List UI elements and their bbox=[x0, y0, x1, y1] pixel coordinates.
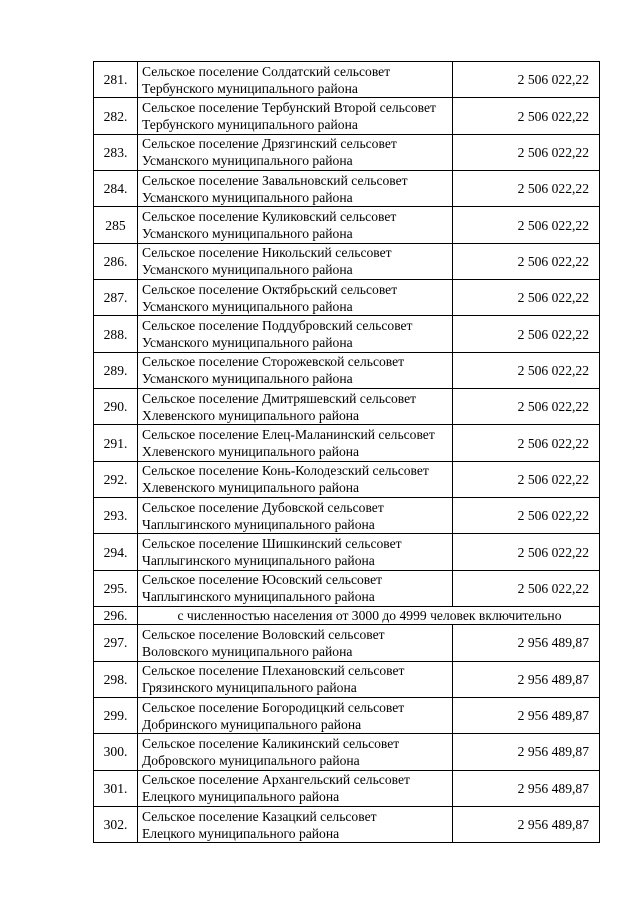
settlement-name-line: Сельское поселение Казацкий сельсовет bbox=[142, 808, 377, 824]
settlement-name-cell bbox=[138, 625, 453, 661]
table-row bbox=[94, 461, 600, 497]
row-number-cell: 302. bbox=[94, 806, 138, 842]
settlement-name-line: Сельское поселение Шишкинский сельсовет bbox=[142, 536, 402, 552]
amount-cell: 2 506 022,22 bbox=[453, 207, 600, 243]
settlement-name-line: Сельское поселение Дубовской сельсовет bbox=[142, 499, 384, 515]
table-row bbox=[94, 570, 600, 606]
amount-cell: 2 956 489,87 bbox=[453, 734, 600, 770]
table-row bbox=[94, 389, 600, 425]
settlement-name-cell bbox=[138, 661, 453, 697]
amount-cell: 2 956 489,87 bbox=[453, 770, 600, 806]
settlement-name-cell bbox=[138, 770, 453, 806]
table-body-group-b bbox=[94, 625, 600, 843]
row-number-cell: 296. bbox=[94, 607, 138, 625]
district-name-line: Усманского муниципального района bbox=[142, 226, 353, 242]
settlement-name-line: Сельское поселение Юсовский сельсовет bbox=[142, 572, 383, 588]
table-row bbox=[94, 625, 600, 661]
district-name-line: Воловского муниципального района bbox=[142, 643, 353, 659]
settlement-name-cell bbox=[138, 134, 453, 170]
settlement-name-cell bbox=[138, 806, 453, 842]
settlement-name-line: Сельское поселение Каликинский сельсовет bbox=[142, 735, 400, 751]
settlement-name-line: Сельское поселение Архангельский сельсовет bbox=[142, 772, 410, 788]
table-row bbox=[94, 498, 600, 534]
amount-cell: 2 506 022,22 bbox=[453, 570, 600, 606]
settlement-name-cell bbox=[138, 352, 453, 388]
table-row bbox=[94, 770, 600, 806]
district-name-line: Хлевенского муниципального района bbox=[142, 407, 360, 423]
row-number-cell: 282. bbox=[94, 98, 138, 134]
table-row bbox=[94, 425, 600, 461]
table-row bbox=[94, 207, 600, 243]
row-number-cell: 281. bbox=[94, 62, 138, 98]
table-row bbox=[94, 280, 600, 316]
amount-cell: 2 506 022,22 bbox=[453, 98, 600, 134]
settlement-name-cell bbox=[138, 425, 453, 461]
table-row bbox=[94, 98, 600, 134]
district-name-line: Тербунского муниципального района bbox=[142, 80, 358, 96]
row-number-cell: 301. bbox=[94, 770, 138, 806]
settlement-name-line: Сельское поселение Богородицкий сельсовет bbox=[142, 699, 405, 715]
district-name-line: Усманского муниципального района bbox=[142, 262, 353, 278]
row-number-cell: 299. bbox=[94, 697, 138, 733]
table-row bbox=[94, 352, 600, 388]
amount-cell: 2 506 022,22 bbox=[453, 243, 600, 279]
settlement-name-cell bbox=[138, 498, 453, 534]
row-number-cell: 293. bbox=[94, 498, 138, 534]
settlement-name-line: Сельское поселение Завальновский сельсовет bbox=[142, 172, 408, 188]
settlement-name-cell bbox=[138, 461, 453, 497]
district-name-line: Хлевенского муниципального района bbox=[142, 480, 360, 496]
row-number-cell: 283. bbox=[94, 134, 138, 170]
row-number-cell: 289. bbox=[94, 352, 138, 388]
table-row bbox=[94, 806, 600, 842]
row-number-cell: 300. bbox=[94, 734, 138, 770]
district-name-line: Чаплыгинского муниципального района bbox=[142, 516, 375, 532]
settlement-name-line: Сельское поселение Конь-Колодезский сельсовет bbox=[142, 463, 429, 479]
amount-cell: 2 956 489,87 bbox=[453, 625, 600, 661]
row-number-cell: 294. bbox=[94, 534, 138, 570]
table-body-section bbox=[94, 607, 600, 625]
settlement-name-cell bbox=[138, 98, 453, 134]
settlement-name-cell bbox=[138, 570, 453, 606]
table-row bbox=[94, 734, 600, 770]
district-name-line: Усманского муниципального района bbox=[142, 189, 353, 205]
settlement-name-cell bbox=[138, 207, 453, 243]
settlement-name-line: Сельское поселение Солдатский сельсовет bbox=[142, 63, 391, 79]
settlement-name-line: Сельское поселение Октябрьский сельсовет bbox=[142, 281, 398, 297]
settlement-name-cell bbox=[138, 62, 453, 98]
table-row bbox=[94, 661, 600, 697]
row-number-cell: 288. bbox=[94, 316, 138, 352]
row-number-cell: 291. bbox=[94, 425, 138, 461]
amount-cell: 2 506 022,22 bbox=[453, 171, 600, 207]
amount-cell: 2 506 022,22 bbox=[453, 316, 600, 352]
row-number-cell: 285 bbox=[94, 207, 138, 243]
settlement-name-line: Сельское поселение Сторожевской сельсовет bbox=[142, 354, 405, 370]
amount-cell: 2 506 022,22 bbox=[453, 498, 600, 534]
district-name-line: Чаплыгинского муниципального района bbox=[142, 589, 375, 605]
settlement-name-cell bbox=[138, 243, 453, 279]
amount-cell: 2 956 489,87 bbox=[453, 806, 600, 842]
amount-cell: 2 506 022,22 bbox=[453, 62, 600, 98]
district-name-line: Елецкого муниципального района bbox=[142, 825, 340, 841]
district-name-line: Усманского муниципального района bbox=[142, 371, 353, 387]
row-number-cell: 297. bbox=[94, 625, 138, 661]
table-row bbox=[94, 697, 600, 733]
district-name-line: Усманского муниципального района bbox=[142, 298, 353, 314]
district-name-line: Усманского муниципального района bbox=[142, 153, 353, 169]
row-number-cell: 286. bbox=[94, 243, 138, 279]
row-number-cell: 298. bbox=[94, 661, 138, 697]
section-label-cell: с численностью населения от 3000 до 4999 человек включительно bbox=[138, 607, 600, 625]
amount-cell: 2 506 022,22 bbox=[453, 134, 600, 170]
amount-cell: 2 506 022,22 bbox=[453, 461, 600, 497]
settlement-name-cell bbox=[138, 171, 453, 207]
settlement-name-line: Сельское поселение Плехановский сельсовет bbox=[142, 663, 405, 679]
settlement-name-line: Сельское поселение Поддубровский сельсовет bbox=[142, 318, 413, 334]
amount-cell: 2 956 489,87 bbox=[453, 697, 600, 733]
district-name-line: Тербунского муниципального района bbox=[142, 117, 358, 133]
district-name-line: Добровского муниципального района bbox=[142, 752, 360, 768]
settlement-name-line: Сельское поселение Дмитряшевский сельсовет bbox=[142, 390, 417, 406]
settlement-name-line: Сельское поселение Воловский сельсовет bbox=[142, 626, 385, 642]
settlement-name-cell bbox=[138, 280, 453, 316]
table-row bbox=[94, 243, 600, 279]
settlement-name-cell bbox=[138, 734, 453, 770]
row-number-cell: 290. bbox=[94, 389, 138, 425]
district-name-line: Елецкого муниципального района bbox=[142, 789, 340, 805]
amount-cell: 2 506 022,22 bbox=[453, 425, 600, 461]
settlement-name-line: Сельское поселение Куликовский сельсовет bbox=[142, 209, 397, 225]
row-number-cell: 287. bbox=[94, 280, 138, 316]
amount-cell: 2 506 022,22 bbox=[453, 389, 600, 425]
district-name-line: Чаплыгинского муниципального района bbox=[142, 553, 375, 569]
amount-cell: 2 956 489,87 bbox=[453, 661, 600, 697]
district-name-line: Хлевенского муниципального района bbox=[142, 444, 360, 460]
amount-cell: 2 506 022,22 bbox=[453, 352, 600, 388]
table-body-group-a bbox=[94, 62, 600, 607]
settlement-name-cell bbox=[138, 534, 453, 570]
section-row bbox=[94, 607, 600, 625]
district-name-line: Грязинского муниципального района bbox=[142, 680, 357, 696]
table-row bbox=[94, 534, 600, 570]
amount-cell: 2 506 022,22 bbox=[453, 534, 600, 570]
amount-cell: 2 506 022,22 bbox=[453, 280, 600, 316]
settlements-table bbox=[93, 61, 600, 843]
settlement-name-cell bbox=[138, 316, 453, 352]
table-row bbox=[94, 62, 600, 98]
settlement-name-cell bbox=[138, 389, 453, 425]
table-row bbox=[94, 171, 600, 207]
district-name-line: Усманского муниципального района bbox=[142, 335, 353, 351]
row-number-cell: 284. bbox=[94, 171, 138, 207]
table-row bbox=[94, 316, 600, 352]
row-number-cell: 295. bbox=[94, 570, 138, 606]
settlement-name-line: Сельское поселение Тербунский Второй сельсовет bbox=[142, 100, 436, 116]
settlement-name-line: Сельское поселение Никольский сельсовет bbox=[142, 245, 392, 261]
row-number-cell: 292. bbox=[94, 461, 138, 497]
table-row bbox=[94, 134, 600, 170]
district-name-line: Добринского муниципального района bbox=[142, 716, 362, 732]
settlement-name-line: Сельское поселение Дрязгинский сельсовет bbox=[142, 136, 397, 152]
settlement-name-cell bbox=[138, 697, 453, 733]
settlement-name-line: Сельское поселение Елец-Маланинский сельсовет bbox=[142, 427, 435, 443]
